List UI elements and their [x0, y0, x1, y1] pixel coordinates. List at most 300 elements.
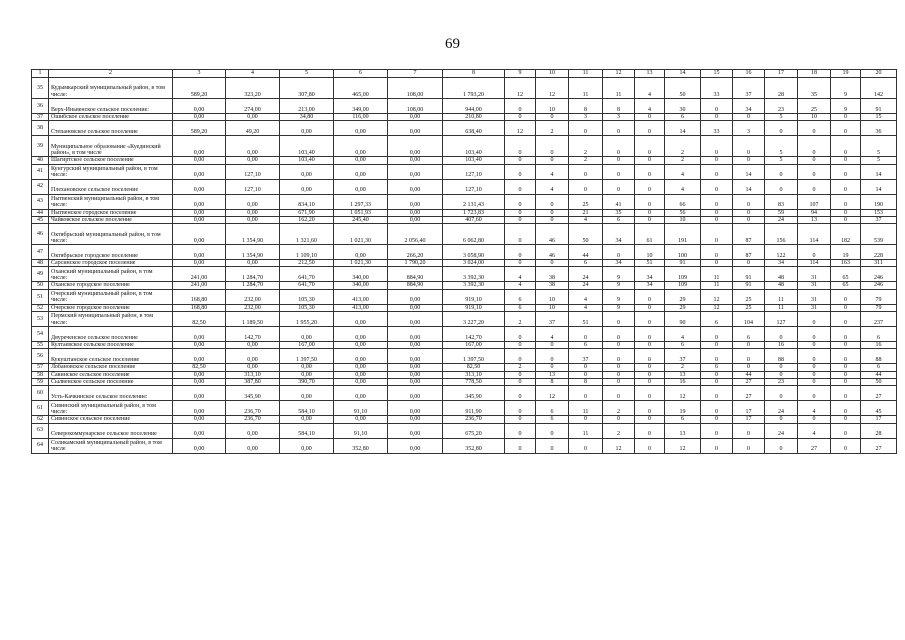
value-cell: 105,30: [280, 304, 334, 311]
row-name: Култаевское сельское поселение: [49, 342, 173, 349]
value-cell: 313,10: [443, 371, 505, 378]
value-cell: 311: [861, 260, 897, 267]
value-cell: 0,00: [173, 438, 226, 453]
value-cell: 127,10: [443, 179, 505, 194]
value-cell: 0: [635, 342, 665, 349]
value-cell: 10: [665, 216, 701, 223]
value-cell: 11: [701, 267, 733, 282]
value-cell: 539: [861, 224, 897, 245]
value-cell: 0,00: [388, 157, 443, 164]
value-cell: 0: [765, 327, 798, 342]
value-cell: 0: [603, 386, 635, 401]
value-cell: 0: [635, 312, 665, 327]
value-cell: 34: [603, 224, 635, 245]
value-cell: 1 321,60: [280, 224, 334, 245]
value-cell: 0: [831, 327, 861, 342]
value-cell: 0,00: [226, 194, 280, 209]
value-cell: 0: [536, 342, 569, 349]
value-cell: 4: [635, 78, 665, 99]
row-number: 42: [32, 179, 49, 194]
value-cell: 0: [701, 386, 733, 401]
value-cell: 0: [733, 364, 765, 371]
value-cell: 35: [798, 78, 831, 99]
value-cell: 0: [831, 114, 861, 121]
value-cell: 0: [536, 216, 569, 223]
value-cell: 0,00: [388, 179, 443, 194]
value-cell: 0: [701, 378, 733, 385]
value-cell: 11: [569, 423, 603, 438]
value-cell: 0,00: [173, 378, 226, 385]
value-cell: 33: [701, 78, 733, 99]
row-name: Северокоммунарское сельское поселение: [49, 423, 173, 438]
value-cell: 0,00: [173, 401, 226, 416]
value-cell: 50: [861, 378, 897, 385]
value-cell: 0: [536, 114, 569, 121]
value-cell: 13: [665, 371, 701, 378]
value-cell: 944,00: [443, 99, 505, 114]
value-cell: 0,00: [173, 423, 226, 438]
row-number: 59: [32, 378, 49, 385]
value-cell: 108,00: [388, 99, 443, 114]
value-cell: 3 392,30: [443, 267, 505, 282]
value-cell: 0: [505, 136, 536, 157]
table-row: [32, 386, 897, 401]
value-cell: 0: [798, 121, 831, 136]
value-cell: 33: [701, 121, 733, 136]
value-cell: 87: [733, 224, 765, 245]
value-cell: 0: [536, 157, 569, 164]
value-cell: 34: [733, 99, 765, 114]
value-cell: 12: [701, 304, 733, 311]
value-cell: 0: [635, 216, 665, 223]
value-cell: 0: [733, 157, 765, 164]
row-number: 46: [32, 224, 49, 245]
value-cell: 0: [733, 438, 765, 453]
value-cell: 241,00: [173, 282, 226, 289]
value-cell: 884,90: [388, 282, 443, 289]
row-name: Верх-Иньвенское сельское поселение:: [49, 99, 173, 114]
value-cell: 105,30: [280, 289, 334, 304]
value-cell: 6: [505, 289, 536, 304]
value-cell: 0: [765, 164, 798, 179]
value-cell: 0,00: [226, 423, 280, 438]
value-cell: 90: [665, 312, 701, 327]
header-cell: 6: [334, 70, 388, 78]
value-cell: 45: [861, 401, 897, 416]
value-cell: 1 955,20: [280, 312, 334, 327]
value-cell: 0: [635, 114, 665, 121]
value-cell: 0: [635, 179, 665, 194]
value-cell: 0: [569, 164, 603, 179]
value-cell: 0: [701, 245, 733, 260]
value-cell: 0: [733, 260, 765, 267]
value-cell: 1 109,10: [280, 245, 334, 260]
value-cell: 0: [603, 121, 635, 136]
value-cell: 0: [635, 289, 665, 304]
value-cell: 50: [665, 78, 701, 99]
row-name: Кудымкарский муниципальный район, в том числе:: [49, 78, 173, 99]
value-cell: 2: [536, 121, 569, 136]
value-cell: 0: [733, 136, 765, 157]
table-row: [32, 114, 897, 121]
value-cell: 49,20: [226, 121, 280, 136]
value-cell: 6: [701, 364, 733, 371]
row-name: Октябрьский муниципальный район, в том числе:: [49, 224, 173, 245]
value-cell: 232,00: [226, 289, 280, 304]
value-cell: 0: [831, 371, 861, 378]
value-cell: 3 392,30: [443, 282, 505, 289]
value-cell: 0,00: [388, 209, 443, 216]
value-cell: 127: [765, 312, 798, 327]
row-number: 64: [32, 438, 49, 453]
value-cell: 237: [861, 312, 897, 327]
row-number: 60: [32, 386, 49, 401]
value-cell: 0: [701, 157, 733, 164]
value-cell: 109: [665, 282, 701, 289]
value-cell: 0,00: [388, 136, 443, 157]
value-cell: 0: [635, 423, 665, 438]
value-cell: 34: [765, 260, 798, 267]
value-cell: 27: [798, 438, 831, 453]
value-cell: 44: [569, 245, 603, 260]
value-cell: 1 021,30: [334, 224, 388, 245]
header-cell: 7: [388, 70, 443, 78]
value-cell: 323,20: [226, 78, 280, 99]
header-cell: 13: [635, 70, 665, 78]
row-name: Очерский муниципальный район, в том числе:: [49, 289, 173, 304]
value-cell: 0,00: [388, 401, 443, 416]
value-cell: 9: [603, 289, 635, 304]
value-cell: 17: [733, 401, 765, 416]
value-cell: 19: [831, 245, 861, 260]
value-cell: 0: [569, 371, 603, 378]
value-cell: 0,00: [280, 164, 334, 179]
row-name: Соликамский муниципальный район, в том числе: [49, 438, 173, 453]
value-cell: 0,00: [388, 304, 443, 311]
value-cell: 0: [603, 157, 635, 164]
value-cell: 0,00: [173, 179, 226, 194]
value-cell: 11: [701, 282, 733, 289]
value-cell: 0: [831, 304, 861, 311]
value-cell: 1 790,20: [388, 260, 443, 267]
value-cell: 6: [861, 364, 897, 371]
value-cell: 4: [569, 289, 603, 304]
value-cell: 2: [665, 364, 701, 371]
row-number: 56: [32, 349, 49, 364]
row-number: 55: [32, 342, 49, 349]
value-cell: 0: [505, 327, 536, 342]
value-cell: 11: [569, 78, 603, 99]
value-cell: 0: [635, 438, 665, 453]
value-cell: 0: [765, 364, 798, 371]
value-cell: 0,00: [334, 386, 388, 401]
value-cell: 163: [831, 260, 861, 267]
value-cell: 167,00: [443, 342, 505, 349]
value-cell: 0,00: [173, 136, 226, 157]
header-cell: 3: [173, 70, 226, 78]
value-cell: 2: [505, 312, 536, 327]
value-cell: 2: [603, 423, 635, 438]
value-cell: 0: [701, 194, 733, 209]
value-cell: 0: [635, 416, 665, 423]
row-number: 39: [32, 136, 49, 157]
value-cell: 38: [536, 282, 569, 289]
value-cell: 0: [701, 371, 733, 378]
value-cell: 25: [733, 289, 765, 304]
value-cell: 1 397,50: [280, 349, 334, 364]
value-cell: 0: [635, 378, 665, 385]
value-cell: 28: [765, 78, 798, 99]
row-number: 43: [32, 194, 49, 209]
value-cell: 51: [635, 260, 665, 267]
value-cell: 142: [861, 78, 897, 99]
value-cell: 0: [569, 386, 603, 401]
value-cell: 0,00: [173, 416, 226, 423]
value-cell: 44: [733, 371, 765, 378]
value-cell: 0: [569, 327, 603, 342]
value-cell: 1 189,50: [226, 312, 280, 327]
row-name: Усть-Качкинское сельское поселение:: [49, 386, 173, 401]
value-cell: 37: [569, 349, 603, 364]
value-cell: 0: [505, 157, 536, 164]
value-cell: 0,00: [173, 260, 226, 267]
value-cell: 37: [665, 349, 701, 364]
value-cell: 5: [765, 114, 798, 121]
value-cell: 1 397,50: [443, 349, 505, 364]
value-cell: 0: [505, 99, 536, 114]
value-cell: 0: [569, 121, 603, 136]
value-cell: 0: [831, 164, 861, 179]
value-cell: 0: [798, 342, 831, 349]
value-cell: 0: [798, 136, 831, 157]
value-cell: 0,00: [388, 216, 443, 223]
value-cell: 6: [861, 327, 897, 342]
value-cell: 14: [861, 164, 897, 179]
value-cell: 6: [536, 416, 569, 423]
table-row: [32, 416, 897, 423]
value-cell: 0,00: [226, 364, 280, 371]
value-cell: 0: [505, 438, 536, 453]
table-row: [32, 78, 897, 99]
value-cell: 0: [831, 121, 861, 136]
value-cell: 100: [665, 245, 701, 260]
value-cell: 0,00: [334, 342, 388, 349]
value-cell: 0,00: [388, 289, 443, 304]
value-cell: 0: [733, 194, 765, 209]
value-cell: 0: [505, 245, 536, 260]
value-cell: 0: [798, 386, 831, 401]
value-cell: 0: [505, 209, 536, 216]
value-cell: 46: [536, 224, 569, 245]
value-cell: 0,00: [388, 438, 443, 453]
value-cell: 340,00: [334, 267, 388, 282]
value-cell: 11: [569, 401, 603, 416]
value-cell: 48: [765, 267, 798, 282]
value-cell: 0: [798, 164, 831, 179]
row-name: Муниципальное образование «Куединский район», в том числе: [49, 136, 173, 157]
value-cell: 11: [765, 304, 798, 311]
value-cell: 345,90: [443, 386, 505, 401]
value-cell: 28: [861, 423, 897, 438]
value-cell: 13: [798, 216, 831, 223]
value-cell: 6: [505, 304, 536, 311]
value-cell: 213,00: [280, 99, 334, 114]
value-cell: 27: [861, 438, 897, 453]
value-cell: 12: [536, 386, 569, 401]
value-cell: 66: [665, 194, 701, 209]
value-cell: 23: [765, 99, 798, 114]
value-cell: 83: [765, 194, 798, 209]
value-cell: 0: [831, 349, 861, 364]
value-cell: 13: [536, 371, 569, 378]
value-cell: 0: [701, 114, 733, 121]
value-cell: 0: [701, 209, 733, 216]
header-cell: 9: [505, 70, 536, 78]
value-cell: 675,20: [443, 423, 505, 438]
value-cell: 0: [798, 179, 831, 194]
value-cell: 0: [505, 349, 536, 364]
value-cell: 0: [701, 423, 733, 438]
value-cell: 91: [733, 282, 765, 289]
value-cell: 0,00: [388, 327, 443, 342]
value-cell: 0: [536, 364, 569, 371]
value-cell: 12: [665, 438, 701, 453]
value-cell: 2: [603, 401, 635, 416]
value-cell: 0: [831, 216, 861, 223]
data-table: [31, 69, 897, 454]
value-cell: 4: [798, 401, 831, 416]
value-cell: 0: [701, 349, 733, 364]
value-cell: 0: [603, 364, 635, 371]
value-cell: 246: [861, 267, 897, 282]
value-cell: 0,00: [280, 371, 334, 378]
value-cell: 10: [635, 245, 665, 260]
value-cell: 14: [861, 179, 897, 194]
header-cell: 14: [665, 70, 701, 78]
row-name: Нытвенский муниципальный район, в том числе:: [49, 194, 173, 209]
value-cell: 27: [733, 378, 765, 385]
value-cell: 168,80: [173, 304, 226, 311]
value-cell: 0: [831, 209, 861, 216]
table-header-row: [32, 70, 897, 78]
row-name: Лобановское сельское поселение: [49, 364, 173, 371]
value-cell: 232,00: [226, 304, 280, 311]
value-cell: 6: [733, 327, 765, 342]
row-number: 41: [32, 164, 49, 179]
value-cell: 671,90: [280, 209, 334, 216]
value-cell: 0,00: [388, 164, 443, 179]
value-cell: 0: [505, 194, 536, 209]
value-cell: 1 284,70: [226, 267, 280, 282]
value-cell: 46: [536, 245, 569, 260]
value-cell: 12: [536, 78, 569, 99]
table-row: [32, 194, 897, 209]
value-cell: 4: [798, 423, 831, 438]
header-cell: 12: [603, 70, 635, 78]
value-cell: 0: [701, 136, 733, 157]
value-cell: 5: [861, 136, 897, 157]
value-cell: 34: [635, 267, 665, 282]
value-cell: 589,20: [173, 121, 226, 136]
value-cell: 212,50: [280, 260, 334, 267]
value-cell: 0: [635, 136, 665, 157]
row-name: Сарсинское городское поселение: [49, 260, 173, 267]
value-cell: 9: [603, 304, 635, 311]
value-cell: 0: [701, 438, 733, 453]
table-row: [32, 216, 897, 223]
value-cell: 0,00: [226, 349, 280, 364]
row-number: 50: [32, 282, 49, 289]
value-cell: 0,00: [334, 164, 388, 179]
value-cell: 0,00: [334, 364, 388, 371]
table-row: [32, 224, 897, 245]
value-cell: 31: [798, 304, 831, 311]
value-cell: 88: [765, 349, 798, 364]
value-cell: 919,10: [443, 304, 505, 311]
value-cell: 8: [569, 378, 603, 385]
value-cell: 210,80: [443, 114, 505, 121]
value-cell: 589,20: [173, 78, 226, 99]
value-cell: 0: [831, 194, 861, 209]
table-row: [32, 327, 897, 342]
row-name: Кукуштанское сельское поселение: [49, 349, 173, 364]
value-cell: 0: [603, 179, 635, 194]
value-cell: 1 021,30: [334, 260, 388, 267]
value-cell: 5: [765, 157, 798, 164]
value-cell: 0: [831, 342, 861, 349]
value-cell: 0,00: [388, 312, 443, 327]
value-cell: 0: [765, 179, 798, 194]
value-cell: 0: [733, 423, 765, 438]
value-cell: 127,10: [226, 179, 280, 194]
value-cell: 0,00: [388, 378, 443, 385]
value-cell: 88: [861, 349, 897, 364]
value-cell: 29: [665, 304, 701, 311]
row-number: 38: [32, 121, 49, 136]
value-cell: 0,00: [334, 312, 388, 327]
value-cell: 104: [733, 312, 765, 327]
table-row: [32, 438, 897, 453]
value-cell: 465,00: [334, 78, 388, 99]
value-cell: 0,00: [334, 349, 388, 364]
table-row: [32, 136, 897, 157]
value-cell: 0,00: [280, 364, 334, 371]
value-cell: 638,40: [443, 121, 505, 136]
value-cell: 4: [536, 179, 569, 194]
value-cell: 190: [861, 194, 897, 209]
value-cell: 1 793,20: [443, 78, 505, 99]
value-cell: 313,10: [226, 371, 280, 378]
row-number: 61: [32, 401, 49, 416]
row-number: 62: [32, 416, 49, 423]
row-number: 52: [32, 304, 49, 311]
value-cell: 0: [798, 312, 831, 327]
value-cell: 0: [701, 401, 733, 416]
value-cell: 778,50: [443, 378, 505, 385]
value-cell: 307,80: [280, 78, 334, 99]
value-cell: 0: [635, 349, 665, 364]
value-cell: 31: [798, 267, 831, 282]
value-cell: 1 297,33: [334, 194, 388, 209]
value-cell: 36: [861, 121, 897, 136]
value-cell: 24: [569, 267, 603, 282]
value-cell: 0: [733, 349, 765, 364]
value-cell: 1 354,90: [226, 224, 280, 245]
value-cell: 1 051,93: [334, 209, 388, 216]
value-cell: 5: [861, 157, 897, 164]
value-cell: 56: [665, 209, 701, 216]
value-cell: 19: [665, 401, 701, 416]
